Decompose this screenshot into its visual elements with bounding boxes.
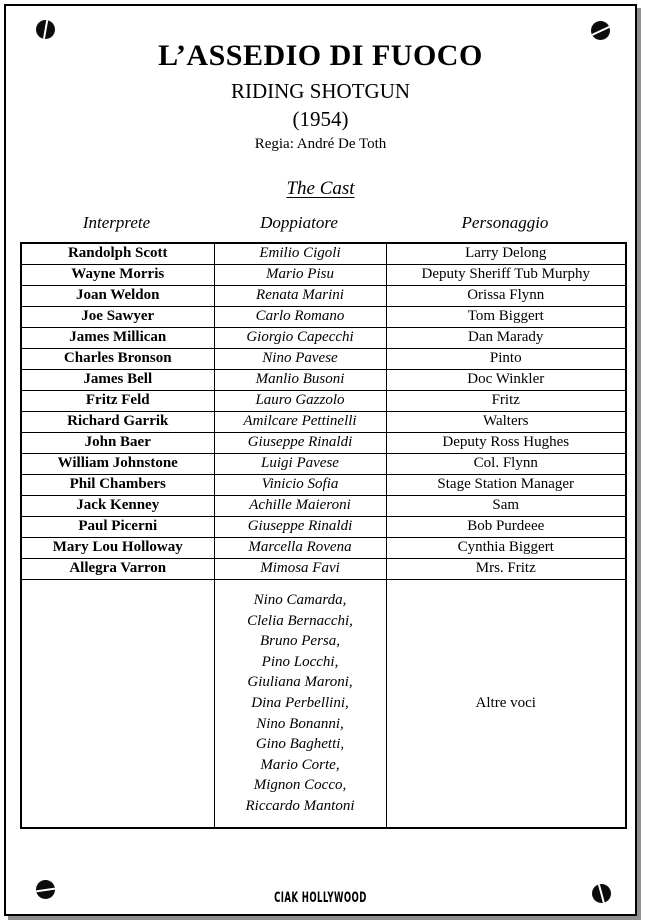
cell-interprete: Randolph Scott bbox=[21, 243, 214, 265]
table-row bbox=[21, 453, 626, 474]
voice-actor-line: Nino Bonanni, bbox=[256, 715, 344, 732]
voice-actor-line: Gino Baghetti, bbox=[255, 736, 345, 753]
cell-personaggio: Altre voci bbox=[386, 579, 626, 827]
cell-personaggio: Doc Winkler bbox=[386, 369, 626, 390]
cell-personaggio: Bob Purdeee bbox=[386, 516, 626, 537]
table-row bbox=[21, 537, 626, 558]
cell-doppiatore: Marcella Rovena bbox=[214, 537, 386, 558]
cell-interprete: John Baer bbox=[21, 432, 214, 453]
cell-doppiatore-list bbox=[214, 579, 386, 827]
cell-personaggio: Fritz bbox=[386, 390, 626, 411]
cell-interprete: Joe Sawyer bbox=[21, 306, 214, 327]
cell-doppiatore: Manlio Busoni bbox=[214, 369, 386, 390]
column-header-interprete: Interprete bbox=[82, 212, 151, 232]
screw-slot bbox=[42, 20, 48, 39]
cell-personaggio: Sam bbox=[386, 495, 626, 516]
table-row bbox=[21, 516, 626, 537]
cell-doppiatore: Giuseppe Rinaldi bbox=[214, 432, 386, 453]
table-row-altre-voci bbox=[21, 579, 626, 827]
table-row bbox=[21, 369, 626, 390]
table-row bbox=[21, 264, 626, 285]
cell-interprete: Richard Garrik bbox=[21, 411, 214, 432]
table-row bbox=[21, 306, 626, 327]
cell-personaggio: Walters bbox=[386, 411, 626, 432]
screw-slot bbox=[591, 24, 610, 36]
voice-actor-line: Mario Corte, bbox=[260, 756, 340, 773]
release-year: (1954) bbox=[292, 106, 349, 131]
table-row bbox=[21, 390, 626, 411]
table-row bbox=[21, 495, 626, 516]
column-header-doppiatore: Doppiatore bbox=[260, 212, 338, 232]
cell-interprete: James Bell bbox=[21, 369, 214, 390]
cell-personaggio: Stage Station Manager bbox=[386, 474, 626, 495]
cell-personaggio: Deputy Sheriff Tub Murphy bbox=[386, 264, 626, 285]
cell-doppiatore: Luigi Pavese bbox=[214, 453, 386, 474]
footer-logo-text: CIAK HOLLYWOOD bbox=[274, 889, 367, 906]
table-row bbox=[21, 474, 626, 495]
cell-personaggio: Col. Flynn bbox=[386, 453, 626, 474]
cast-table bbox=[20, 242, 627, 829]
cell-doppiatore: Mario Pisu bbox=[214, 264, 386, 285]
table-row bbox=[21, 411, 626, 432]
cell-interprete: Phil Chambers bbox=[21, 474, 214, 495]
cell-doppiatore: Emilio Cigoli bbox=[214, 243, 386, 265]
footer-logo bbox=[6, 888, 635, 906]
cell-doppiatore: Renata Marini bbox=[214, 285, 386, 306]
document-sheet bbox=[4, 4, 637, 916]
table-row bbox=[21, 327, 626, 348]
cell-personaggio: Tom Biggert bbox=[386, 306, 626, 327]
cell-interprete: James Millican bbox=[21, 327, 214, 348]
cell-personaggio: Deputy Ross Hughes bbox=[386, 432, 626, 453]
cell-interprete-empty bbox=[21, 579, 214, 827]
section-heading bbox=[6, 179, 635, 200]
screw-icon bbox=[591, 21, 610, 40]
cell-interprete: Jack Kenney bbox=[21, 495, 214, 516]
cell-interprete: Joan Weldon bbox=[21, 285, 214, 306]
voice-actor-line: Bruno Persa, bbox=[260, 633, 340, 650]
cell-personaggio: Mrs. Fritz bbox=[386, 558, 626, 579]
voice-actor-line: Giuliana Maroni, bbox=[247, 674, 353, 691]
cell-personaggio: Larry Delong bbox=[386, 243, 626, 265]
screw-icon bbox=[36, 20, 55, 39]
cell-doppiatore: Achille Maieroni bbox=[214, 495, 386, 516]
table-row bbox=[21, 285, 626, 306]
cell-doppiatore: Nino Pavese bbox=[214, 348, 386, 369]
original-title: RIDING SHOTGUN bbox=[230, 78, 411, 103]
voice-actor-line: Mignon Cocco, bbox=[253, 777, 347, 794]
cell-interprete: Mary Lou Holloway bbox=[21, 537, 214, 558]
cell-interprete: William Johnstone bbox=[21, 453, 214, 474]
cell-doppiatore: Giorgio Capecchi bbox=[214, 327, 386, 348]
cell-doppiatore: Mimosa Favi bbox=[214, 558, 386, 579]
table-row bbox=[21, 432, 626, 453]
director-line: Regia: André De Toth bbox=[254, 135, 387, 152]
cell-interprete: Wayne Morris bbox=[21, 264, 214, 285]
cell-doppiatore: Amilcare Pettinelli bbox=[214, 411, 386, 432]
cell-personaggio: Orissa Flynn bbox=[386, 285, 626, 306]
cell-interprete: Allegra Varron bbox=[21, 558, 214, 579]
section-heading-text: The Cast bbox=[286, 178, 355, 200]
cell-personaggio: Dan Marady bbox=[386, 327, 626, 348]
cell-interprete: Fritz Feld bbox=[21, 390, 214, 411]
cell-doppiatore: Giuseppe Rinaldi bbox=[214, 516, 386, 537]
column-header-personaggio: Personaggio bbox=[461, 212, 549, 232]
page-title: L’ASSEDIO DI FUOCO bbox=[158, 39, 483, 72]
cell-personaggio: Pinto bbox=[386, 348, 626, 369]
cell-doppiatore: Lauro Gazzolo bbox=[214, 390, 386, 411]
header-block bbox=[6, 40, 635, 200]
voice-actor-line: Clelia Bernacchi, bbox=[247, 612, 353, 629]
cell-doppiatore: Vinicio Sofia bbox=[214, 474, 386, 495]
voice-actor-line: Nino Camarda, bbox=[253, 591, 347, 608]
voice-actor-line: Riccardo Mantoni bbox=[245, 797, 355, 814]
cell-doppiatore: Carlo Romano bbox=[214, 306, 386, 327]
cell-personaggio: Cynthia Biggert bbox=[386, 537, 626, 558]
voice-actor-line: Dina Perbellini, bbox=[251, 694, 349, 711]
table-row bbox=[21, 243, 626, 265]
table-column-headers bbox=[20, 213, 625, 233]
voice-actor-line: Pino Locchi, bbox=[261, 653, 339, 670]
table-row bbox=[21, 348, 626, 369]
cell-interprete: Paul Picerni bbox=[21, 516, 214, 537]
cell-interprete: Charles Bronson bbox=[21, 348, 214, 369]
table-row bbox=[21, 558, 626, 579]
